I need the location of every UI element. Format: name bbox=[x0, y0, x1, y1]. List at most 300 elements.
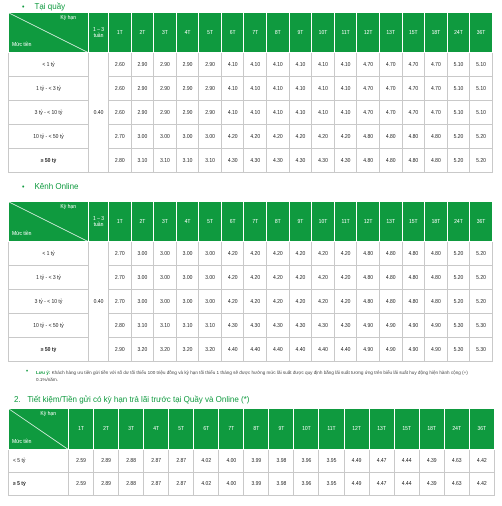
term-header: 15T bbox=[402, 202, 425, 242]
rate-cell: 4.20 bbox=[221, 266, 244, 290]
rate-cell: 4.30 bbox=[289, 149, 312, 173]
rate-cell: 4.80 bbox=[357, 149, 380, 173]
rate-cell: 2.60 bbox=[109, 101, 132, 125]
rate-cell: 5.10 bbox=[447, 101, 470, 125]
term-header: 1T bbox=[109, 202, 132, 242]
rate-cell: 4.20 bbox=[312, 125, 335, 149]
rate-cell: 3.10 bbox=[199, 149, 222, 173]
rate-cell: 4.80 bbox=[402, 149, 425, 173]
rate-cell: 4.80 bbox=[379, 149, 402, 173]
rate-cell: 2.90 bbox=[176, 77, 199, 101]
rate-cell: 2.80 bbox=[109, 149, 132, 173]
rate-cell: 4.80 bbox=[425, 290, 448, 314]
rate-cell: 4.10 bbox=[221, 53, 244, 77]
rate-cell: 3.99 bbox=[244, 473, 269, 496]
short-term-rate: 0.40 bbox=[89, 242, 109, 362]
term-header: 24T bbox=[447, 13, 470, 53]
rate-table-prepaid bbox=[8, 408, 495, 496]
rate-cell: 4.40 bbox=[267, 338, 290, 362]
rate-cell: 5.20 bbox=[447, 242, 470, 266]
rate-cell: 4.70 bbox=[425, 53, 448, 77]
row-label: ≥ 5 tỷ bbox=[9, 473, 69, 496]
rate-cell: 4.49 bbox=[344, 450, 369, 473]
header-corner-cell bbox=[9, 202, 89, 242]
rate-cell: 4.10 bbox=[334, 53, 357, 77]
rate-cell: 2.90 bbox=[154, 77, 177, 101]
rate-cell: 2.87 bbox=[144, 450, 169, 473]
rate-cell: 4.20 bbox=[267, 266, 290, 290]
row-label: 3 tỷ - < 10 tỷ bbox=[9, 290, 89, 314]
rate-cell: 4.90 bbox=[379, 314, 402, 338]
note bbox=[26, 369, 484, 383]
rate-cell: 2.90 bbox=[154, 53, 177, 77]
rate-cell: 4.30 bbox=[289, 314, 312, 338]
bullet-icon: • bbox=[26, 369, 29, 375]
rate-cell: 4.70 bbox=[357, 53, 380, 77]
term-header: 1T bbox=[109, 13, 132, 53]
rate-cell: 4.70 bbox=[379, 53, 402, 77]
rate-cell: 4.70 bbox=[379, 101, 402, 125]
rate-cell: 3.95 bbox=[319, 450, 344, 473]
term-header: 8T bbox=[267, 13, 290, 53]
table-row bbox=[9, 125, 493, 149]
term-header: 4T bbox=[176, 13, 199, 53]
short-term-rate: 0.40 bbox=[89, 53, 109, 173]
rate-cell: 4.30 bbox=[221, 149, 244, 173]
table-row bbox=[9, 290, 493, 314]
rate-cell: 4.20 bbox=[244, 242, 267, 266]
row-label: < 1 tỷ bbox=[9, 53, 89, 77]
rate-cell: 2.90 bbox=[131, 101, 154, 125]
bullet-icon: • bbox=[22, 184, 25, 191]
bullet-icon: • bbox=[22, 4, 25, 11]
rate-cell: 5.10 bbox=[470, 101, 493, 125]
rate-cell: 4.20 bbox=[267, 290, 290, 314]
rate-cell: 4.80 bbox=[357, 125, 380, 149]
rate-cell: 3.00 bbox=[199, 266, 222, 290]
term-header: 6T bbox=[194, 409, 219, 450]
term-header: 7T bbox=[244, 13, 267, 53]
rate-cell: 2.70 bbox=[109, 242, 132, 266]
rate-cell: 4.00 bbox=[219, 450, 244, 473]
rate-cell: 5.10 bbox=[470, 53, 493, 77]
rate-cell: 4.20 bbox=[244, 266, 267, 290]
rate-cell: 4.63 bbox=[444, 450, 469, 473]
rate-cell: 5.30 bbox=[447, 314, 470, 338]
rate-cell: 4.20 bbox=[267, 242, 290, 266]
rate-cell: 5.30 bbox=[470, 338, 493, 362]
rate-cell: 3.10 bbox=[176, 314, 199, 338]
term-header: 15T bbox=[394, 409, 419, 450]
corner-term-label: Kỳ hạn bbox=[60, 15, 76, 21]
rate-cell: 4.47 bbox=[369, 450, 394, 473]
rate-cell: 3.00 bbox=[154, 125, 177, 149]
rate-cell: 3.00 bbox=[131, 290, 154, 314]
term-header: 3T bbox=[154, 202, 177, 242]
rate-cell: 3.00 bbox=[154, 242, 177, 266]
rate-cell: 4.20 bbox=[334, 242, 357, 266]
rate-cell: 4.20 bbox=[289, 242, 312, 266]
rate-cell: 4.90 bbox=[402, 338, 425, 362]
rate-cell: 2.90 bbox=[199, 101, 222, 125]
table-row bbox=[9, 77, 493, 101]
section-title-text: Tiết kiệm/Tiền gửi có kỳ hạn trả lãi trước tại Quầy và Online (*) bbox=[27, 395, 250, 404]
rate-cell: 2.90 bbox=[131, 77, 154, 101]
term-header: 9T bbox=[269, 409, 294, 450]
rate-cell: 4.47 bbox=[369, 473, 394, 496]
rate-cell: 4.80 bbox=[425, 125, 448, 149]
rate-cell: 4.20 bbox=[289, 266, 312, 290]
rate-cell: 4.20 bbox=[267, 125, 290, 149]
section-title-counter bbox=[22, 2, 65, 11]
term-header: 18T bbox=[425, 202, 448, 242]
rate-cell: 4.10 bbox=[244, 77, 267, 101]
section-number: 2. bbox=[14, 395, 21, 404]
rate-cell: 2.70 bbox=[109, 266, 132, 290]
rate-cell: 5.20 bbox=[447, 149, 470, 173]
rate-cell: 5.20 bbox=[447, 290, 470, 314]
rate-cell: 4.90 bbox=[425, 338, 448, 362]
rate-cell: 4.00 bbox=[219, 473, 244, 496]
rate-cell: 3.98 bbox=[269, 450, 294, 473]
rate-cell: 2.89 bbox=[94, 450, 119, 473]
section-title-text: Tại quầy bbox=[34, 2, 66, 11]
rate-cell: 4.39 bbox=[419, 473, 444, 496]
term-header: 18T bbox=[425, 13, 448, 53]
term-header: 6T bbox=[221, 202, 244, 242]
rate-cell: 4.80 bbox=[402, 290, 425, 314]
corner-amount-label: Mức tiền bbox=[12, 231, 32, 237]
rate-cell: 4.20 bbox=[312, 290, 335, 314]
rate-cell: 2.87 bbox=[144, 473, 169, 496]
rate-cell: 3.10 bbox=[131, 149, 154, 173]
term-header: 8T bbox=[267, 202, 290, 242]
rate-cell: 4.30 bbox=[312, 314, 335, 338]
rate-cell: 4.10 bbox=[312, 77, 335, 101]
rate-cell: 5.10 bbox=[470, 77, 493, 101]
rate-cell: 4.42 bbox=[469, 473, 494, 496]
term-header: 12T bbox=[357, 13, 380, 53]
term-header: 2T bbox=[131, 202, 154, 242]
rate-cell: 3.20 bbox=[154, 338, 177, 362]
term-header: 11T bbox=[334, 202, 357, 242]
rate-cell: 2.90 bbox=[109, 338, 132, 362]
rate-cell: 4.10 bbox=[334, 77, 357, 101]
table-row bbox=[9, 314, 493, 338]
rate-cell: 4.20 bbox=[244, 290, 267, 314]
rate-cell: 4.20 bbox=[334, 266, 357, 290]
term-header: 15T bbox=[402, 13, 425, 53]
row-label: 10 tỷ - < 50 tỷ bbox=[9, 125, 89, 149]
term-header: 11T bbox=[319, 409, 344, 450]
term-header: 8T bbox=[244, 409, 269, 450]
term-header: 13T bbox=[369, 409, 394, 450]
table-row bbox=[9, 266, 493, 290]
row-label: < 1 tỷ bbox=[9, 242, 89, 266]
section-title-text: Kênh Online bbox=[34, 182, 79, 191]
rate-cell: 4.80 bbox=[425, 149, 448, 173]
row-label: 1 tỷ - < 3 tỷ bbox=[9, 266, 89, 290]
term-header: 9T bbox=[289, 13, 312, 53]
rate-cell: 3.00 bbox=[176, 290, 199, 314]
rate-cell: 4.10 bbox=[334, 101, 357, 125]
rate-cell: 4.42 bbox=[469, 450, 494, 473]
corner-amount-label: Mức tiền bbox=[12, 439, 32, 445]
rate-cell: 2.80 bbox=[109, 314, 132, 338]
rate-cell: 5.20 bbox=[470, 290, 493, 314]
rate-cell: 4.70 bbox=[357, 77, 380, 101]
rate-cell: 4.10 bbox=[267, 53, 290, 77]
rate-cell: 4.40 bbox=[221, 338, 244, 362]
rate-cell: 3.10 bbox=[154, 149, 177, 173]
term-header: 3T bbox=[119, 409, 144, 450]
rate-cell: 4.80 bbox=[379, 125, 402, 149]
rate-cell: 4.70 bbox=[402, 77, 425, 101]
rate-cell: 4.30 bbox=[267, 149, 290, 173]
rate-cell: 5.20 bbox=[470, 242, 493, 266]
rate-cell: 4.10 bbox=[221, 77, 244, 101]
section-title-online bbox=[22, 182, 78, 191]
rate-cell: 4.90 bbox=[357, 338, 380, 362]
row-label: 3 tỷ - < 10 tỷ bbox=[9, 101, 89, 125]
rate-cell: 4.40 bbox=[244, 338, 267, 362]
header-corner-cell bbox=[9, 409, 69, 450]
row-label: ≥ 50 tỷ bbox=[9, 149, 89, 173]
rate-cell: 2.70 bbox=[109, 290, 132, 314]
table-header-row bbox=[9, 13, 493, 53]
rate-cell: 4.63 bbox=[444, 473, 469, 496]
rate-cell: 5.30 bbox=[470, 314, 493, 338]
rate-cell: 5.10 bbox=[447, 77, 470, 101]
rate-cell: 4.30 bbox=[334, 314, 357, 338]
rate-cell: 4.10 bbox=[312, 53, 335, 77]
rate-cell: 3.00 bbox=[176, 266, 199, 290]
rate-cell: 5.10 bbox=[447, 53, 470, 77]
rate-cell: 4.02 bbox=[194, 473, 219, 496]
rate-cell: 3.10 bbox=[154, 314, 177, 338]
table-row bbox=[9, 149, 493, 173]
rate-cell: 4.70 bbox=[357, 101, 380, 125]
term-header: 12T bbox=[344, 409, 369, 450]
rate-cell: 3.00 bbox=[199, 242, 222, 266]
rate-cell: 4.80 bbox=[379, 242, 402, 266]
rate-cell: 4.30 bbox=[312, 149, 335, 173]
term-header: 11T bbox=[334, 13, 357, 53]
rate-cell: 4.40 bbox=[334, 338, 357, 362]
corner-amount-label: Mức tiền bbox=[12, 42, 32, 48]
rate-cell: 4.90 bbox=[402, 314, 425, 338]
term-header: 12T bbox=[357, 202, 380, 242]
term-header: 18T bbox=[419, 409, 444, 450]
rate-cell: 3.00 bbox=[154, 266, 177, 290]
rate-cell: 3.00 bbox=[199, 290, 222, 314]
rate-cell: 4.70 bbox=[425, 77, 448, 101]
rate-cell: 3.20 bbox=[176, 338, 199, 362]
rate-cell: 5.20 bbox=[447, 266, 470, 290]
rate-cell: 4.20 bbox=[312, 242, 335, 266]
rate-cell: 4.10 bbox=[221, 101, 244, 125]
rate-cell: 2.87 bbox=[169, 473, 194, 496]
term-header: 2T bbox=[131, 13, 154, 53]
term-header: 4T bbox=[144, 409, 169, 450]
rate-cell: 4.30 bbox=[221, 314, 244, 338]
rate-cell: 3.96 bbox=[294, 450, 319, 473]
rate-cell: 4.30 bbox=[267, 314, 290, 338]
rate-cell: 2.59 bbox=[69, 473, 94, 496]
rate-cell: 2.90 bbox=[199, 53, 222, 77]
rate-cell: 4.10 bbox=[312, 101, 335, 125]
rate-cell: 2.90 bbox=[176, 101, 199, 125]
rate-cell: 2.89 bbox=[94, 473, 119, 496]
rate-cell: 3.10 bbox=[176, 149, 199, 173]
table-row bbox=[9, 450, 495, 473]
rate-cell: 4.10 bbox=[244, 101, 267, 125]
term-header: 6T bbox=[221, 13, 244, 53]
rate-cell: 4.80 bbox=[402, 242, 425, 266]
term-header: 1T bbox=[69, 409, 94, 450]
term-header: 24T bbox=[447, 202, 470, 242]
rate-cell: 4.20 bbox=[244, 125, 267, 149]
term-header: 36T bbox=[470, 13, 493, 53]
table-row bbox=[9, 53, 493, 77]
rate-cell: 2.59 bbox=[69, 450, 94, 473]
term-header: 5T bbox=[199, 13, 222, 53]
rate-cell: 3.20 bbox=[131, 338, 154, 362]
rate-cell: 4.80 bbox=[379, 266, 402, 290]
rate-cell: 4.20 bbox=[334, 290, 357, 314]
row-label: ≥ 50 tỷ bbox=[9, 338, 89, 362]
rate-cell: 2.60 bbox=[109, 53, 132, 77]
rate-cell: 5.20 bbox=[470, 149, 493, 173]
rate-cell: 4.70 bbox=[402, 101, 425, 125]
rate-cell: 4.30 bbox=[244, 149, 267, 173]
rate-cell: 4.70 bbox=[379, 77, 402, 101]
rate-cell: 4.80 bbox=[379, 290, 402, 314]
rate-cell: 4.20 bbox=[334, 125, 357, 149]
table-header-row bbox=[9, 202, 493, 242]
rate-cell: 4.44 bbox=[394, 473, 419, 496]
rate-cell: 4.10 bbox=[289, 53, 312, 77]
rate-cell: 2.90 bbox=[131, 53, 154, 77]
term-header: 13T bbox=[379, 202, 402, 242]
rate-cell: 3.00 bbox=[131, 266, 154, 290]
corner-term-label: Kỳ hạn bbox=[60, 204, 76, 210]
rate-cell: 4.10 bbox=[244, 53, 267, 77]
term-header: 2T bbox=[94, 409, 119, 450]
rate-cell: 4.20 bbox=[312, 266, 335, 290]
rate-cell: 5.30 bbox=[447, 338, 470, 362]
rate-cell: 4.80 bbox=[425, 266, 448, 290]
rate-cell: 2.90 bbox=[154, 101, 177, 125]
rate-cell: 4.80 bbox=[402, 266, 425, 290]
rate-cell: 4.10 bbox=[289, 101, 312, 125]
corner-term-label: Kỳ hạn bbox=[40, 411, 56, 417]
rate-cell: 4.30 bbox=[244, 314, 267, 338]
rate-cell: 3.10 bbox=[199, 314, 222, 338]
term-header: 1 – 3 tuần bbox=[89, 13, 109, 53]
rate-cell: 4.40 bbox=[289, 338, 312, 362]
rate-cell: 3.20 bbox=[199, 338, 222, 362]
rate-cell: 4.02 bbox=[194, 450, 219, 473]
rate-cell: 3.96 bbox=[294, 473, 319, 496]
rate-cell: 4.39 bbox=[419, 450, 444, 473]
rate-cell: 3.00 bbox=[176, 242, 199, 266]
row-label: < 5 tỷ bbox=[9, 450, 69, 473]
rate-cell: 4.80 bbox=[357, 266, 380, 290]
table-row bbox=[9, 242, 493, 266]
row-label: 1 tỷ - < 3 tỷ bbox=[9, 77, 89, 101]
table-row bbox=[9, 338, 493, 362]
rate-cell: 4.10 bbox=[267, 101, 290, 125]
row-label: 10 tỷ - < 50 tỷ bbox=[9, 314, 89, 338]
section-title-prepaid bbox=[14, 395, 249, 404]
term-header: 3T bbox=[154, 13, 177, 53]
rate-cell: 5.20 bbox=[470, 125, 493, 149]
rate-cell: 2.70 bbox=[109, 125, 132, 149]
rate-cell: 3.10 bbox=[131, 314, 154, 338]
table-row bbox=[9, 473, 495, 496]
rate-cell: 4.90 bbox=[425, 314, 448, 338]
rate-cell: 3.99 bbox=[244, 450, 269, 473]
rate-cell: 2.87 bbox=[169, 450, 194, 473]
header-corner-cell bbox=[9, 13, 89, 53]
note-label: Lưu ý: bbox=[36, 370, 51, 375]
term-header: 1 – 3 tuần bbox=[89, 202, 109, 242]
term-header: 5T bbox=[169, 409, 194, 450]
rate-cell: 4.80 bbox=[357, 290, 380, 314]
rate-cell: 3.00 bbox=[199, 125, 222, 149]
rate-cell: 4.30 bbox=[334, 149, 357, 173]
term-header: 24T bbox=[444, 409, 469, 450]
term-header: 36T bbox=[470, 202, 493, 242]
rate-cell: 4.70 bbox=[425, 101, 448, 125]
rate-cell: 2.90 bbox=[176, 53, 199, 77]
rate-cell: 2.88 bbox=[119, 450, 144, 473]
term-header: 10T bbox=[312, 202, 335, 242]
rate-cell: 5.20 bbox=[447, 125, 470, 149]
rate-table-online bbox=[8, 201, 493, 362]
rate-cell: 4.20 bbox=[289, 290, 312, 314]
table-header-row bbox=[9, 409, 495, 450]
rate-cell: 4.10 bbox=[289, 77, 312, 101]
rate-cell: 4.80 bbox=[357, 242, 380, 266]
rate-table-counter bbox=[8, 12, 493, 173]
note-text: Khách hàng ưu tiên gửi tiền với số dư tối thiểu 100 triệu đồng và kỳ hạn tối thiểu 1 tháng sẽ được hưởng mức lãi suất được quy định bằng lãi suất tương ứng trên biểu lãi suất huy động hiện hành cộng (+) 0.1%/năm. bbox=[36, 370, 468, 382]
rate-cell: 4.40 bbox=[312, 338, 335, 362]
rate-cell: 4.20 bbox=[221, 242, 244, 266]
rate-cell: 2.90 bbox=[199, 77, 222, 101]
rate-cell: 3.00 bbox=[131, 242, 154, 266]
rate-cell: 4.90 bbox=[357, 314, 380, 338]
rate-cell: 4.20 bbox=[221, 125, 244, 149]
rate-cell: 3.00 bbox=[176, 125, 199, 149]
rate-cell: 3.95 bbox=[319, 473, 344, 496]
term-header: 9T bbox=[289, 202, 312, 242]
term-header: 5T bbox=[199, 202, 222, 242]
rate-cell: 4.90 bbox=[379, 338, 402, 362]
term-header: 36T bbox=[469, 409, 494, 450]
term-header: 7T bbox=[244, 202, 267, 242]
rate-cell: 4.20 bbox=[289, 125, 312, 149]
rate-cell: 2.60 bbox=[109, 77, 132, 101]
term-header: 13T bbox=[379, 13, 402, 53]
rate-cell: 3.98 bbox=[269, 473, 294, 496]
rate-cell: 4.44 bbox=[394, 450, 419, 473]
table-row bbox=[9, 101, 493, 125]
rate-cell: 4.80 bbox=[425, 242, 448, 266]
rate-cell: 4.70 bbox=[402, 53, 425, 77]
rate-cell: 4.10 bbox=[267, 77, 290, 101]
